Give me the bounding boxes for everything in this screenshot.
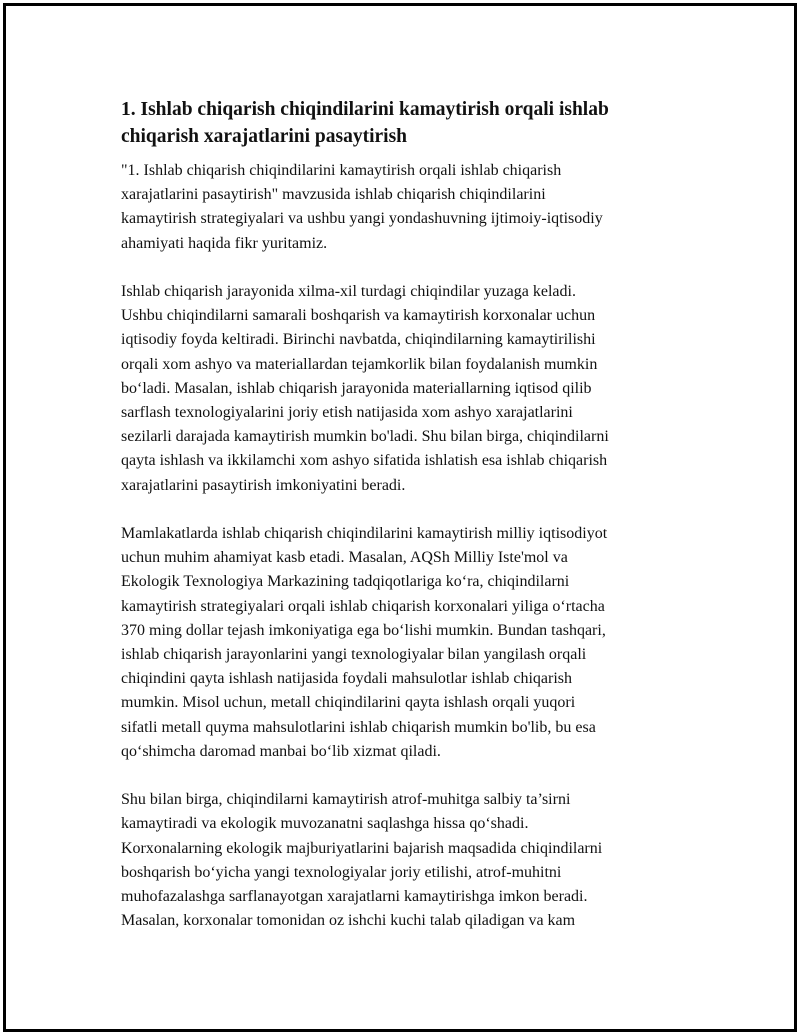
document-title	[121, 96, 686, 150]
text-line: ishlab chiqarish jarayonlarini yangi texnologiyalar bilan yangilash orqali	[121, 646, 587, 664]
text-line: qayta ishlash va ikkilamchi xom ashyo sifatida ishlatish esa ishlab chiqarish	[121, 452, 608, 470]
text-line: Korxonalarning ekologik majburiyatlarini bajarish maqsadida chiqindilarni	[121, 839, 603, 857]
text-line: qo‘shimcha daromad manbai bo‘lib xizmat qiladi.	[121, 742, 441, 760]
text-line: uchun muhim ahamiyat kasb etadi. Masalan, AQSh Milliy Iste'mol va	[121, 549, 568, 567]
title-line: 1. Ishlab chiqarish chiqindilarini kamaytirish orqali ishlab	[121, 99, 609, 120]
text-line: chiqindini qayta ishlash natijasida foydali mahsulotlar ishlab chiqarish	[121, 670, 573, 688]
document-content	[121, 96, 686, 958]
text-line: Ekologik Texnologiya Markazining tadqiqotlariga ko‘ra, chiqindilarni	[121, 573, 570, 591]
text-line: iqtisodiy foyda keltiradi. Birinchi navbatda, chiqindilarning kamaytirilishi	[121, 331, 596, 349]
text-line: "1. Ishlab chiqarish chiqindilarini kamaytirish orqali ishlab chiqarish	[121, 162, 562, 179]
text-line: boshqarish bo‘yicha yangi texnologiyalar joriy etilishi, atrof-muhitni	[121, 863, 562, 881]
text-line: sifatli metall quyma mahsulotlarini ishlab chiqarish mumkin bo'lib, bu esa	[121, 718, 596, 736]
text-line: xarajatlarini pasaytirish imkoniyatini beradi.	[121, 476, 406, 494]
text-line: orqali xom ashyo va materiallardan tejamkorlik bilan foydalanish mumkin	[121, 355, 598, 373]
text-line: bo‘ladi. Masalan, ishlab chiqarish jarayonida materiallarning iqtisod qilib	[121, 379, 592, 397]
paragraph-intro	[121, 159, 686, 256]
text-line: 370 ming dollar tejash imkoniyatiga ega bo‘lishi mumkin. Bundan tashqari,	[121, 621, 606, 639]
text-line: mumkin. Misol uchun, metall chiqindilarini qayta ishlash orqali yuqori	[121, 694, 576, 712]
paragraph-waste-management	[121, 280, 686, 498]
text-line: sezilarli darajada kamaytirish mumkin bo'ladi. Shu bilan birga, chiqindilarni	[121, 428, 609, 446]
text-line: xarajatlarini pasaytirish" mavzusida ishlab chiqarish chiqindilarini	[121, 186, 546, 204]
paragraph-environment	[121, 788, 686, 933]
text-line: kamaytirish strategiyalari va ushbu yangi yondashuvning ijtimoiy-iqtisodiy	[121, 210, 603, 228]
text-line: ahamiyati haqida fikr yuritamiz.	[121, 234, 328, 252]
text-line: sarflash texnologiyalarini joriy etish natijasida xom ashyo xarajatlarini	[121, 404, 573, 422]
text-line: Masalan, korxonalar tomonidan oz ishchi kuchi talab qiladigan va kam	[121, 912, 576, 930]
text-line: Ushbu chiqindilarni samarali boshqarish va kamaytirish korxonalar uchun	[121, 307, 596, 325]
text-line: kamaytiradi va ekologik muvozanatni saqlashga hissa qo‘shadi.	[121, 815, 529, 833]
text-line: Ishlab chiqarish jarayonida xilma-xil turdagi chiqindilar yuzaga keladi.	[121, 283, 576, 300]
text-line: Shu bilan birga, chiqindilarni kamaytirish atrof-muhitga salbiy ta’sirni	[121, 791, 571, 809]
text-line: muhofazalashga sarflanayotgan xarajatlarni kamaytirishga imkon beradi.	[121, 888, 588, 906]
text-line: Mamlakatlarda ishlab chiqarish chiqindilarini kamaytirish milliy iqtisodiyot	[121, 525, 608, 543]
page-frame	[3, 3, 797, 1032]
title-line: chiqarish xarajatlarini pasaytirish	[121, 126, 408, 147]
text-line: kamaytirish strategiyalari orqali ishlab chiqarish korxonalari yiliga o‘rtacha	[121, 597, 605, 615]
paragraph-national-economy	[121, 522, 686, 764]
